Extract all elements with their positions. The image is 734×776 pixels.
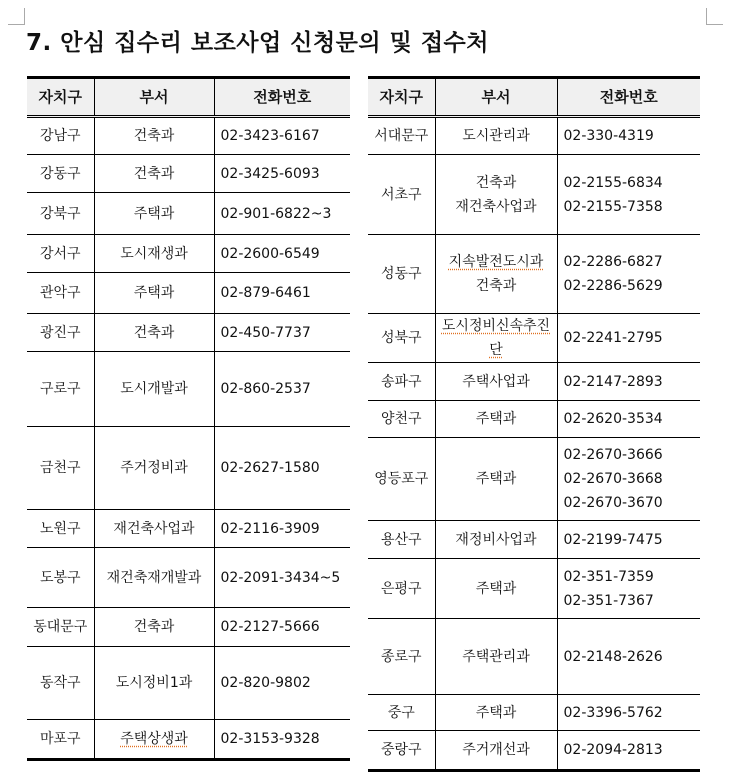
department-cell bbox=[435, 521, 557, 559]
department-name: 건축과 bbox=[133, 324, 175, 341]
table-row bbox=[27, 273, 350, 314]
department-cell bbox=[435, 695, 557, 731]
district-name: 성동구 bbox=[380, 266, 422, 282]
department-name: 주택과 bbox=[475, 580, 517, 597]
district-cell bbox=[27, 193, 94, 235]
header-phone: 전화번호 bbox=[557, 78, 700, 117]
phone-cell bbox=[214, 314, 350, 352]
phone-cell bbox=[214, 720, 350, 760]
table-row bbox=[27, 608, 350, 647]
phone-number: 02-2147-2893 bbox=[563, 373, 663, 390]
district-name: 중랑구 bbox=[380, 742, 422, 758]
district-name: 서대문구 bbox=[374, 128, 429, 144]
district-name: 영등포구 bbox=[374, 471, 429, 487]
department-name bbox=[436, 314, 557, 362]
department-cell bbox=[94, 235, 214, 273]
phone-number: 02-2155-7358 bbox=[563, 198, 663, 215]
table-row bbox=[368, 235, 700, 314]
district-cell bbox=[368, 438, 435, 521]
district-cell bbox=[27, 273, 94, 314]
phone-number: 02-2116-3909 bbox=[220, 520, 320, 537]
district-name: 노원구 bbox=[39, 520, 81, 537]
district-name: 도봉구 bbox=[39, 569, 81, 586]
district-cell bbox=[27, 117, 94, 155]
phone-number: 02-3153-9328 bbox=[220, 731, 320, 747]
phone-number: 02-2148-2626 bbox=[563, 648, 663, 665]
district-cell bbox=[27, 314, 94, 352]
phone-number: 02-2091-3434~5 bbox=[220, 569, 341, 586]
department-cell bbox=[435, 155, 557, 235]
department-cell bbox=[435, 731, 557, 771]
district-name: 양천구 bbox=[380, 411, 422, 427]
department-cell bbox=[94, 720, 214, 760]
header-phone: 전화번호 bbox=[214, 78, 350, 117]
phone-cell bbox=[557, 155, 700, 235]
department-name: 주택관리과 bbox=[462, 648, 530, 665]
phone-number: 02-330-4319 bbox=[563, 128, 654, 144]
table-row bbox=[368, 521, 700, 559]
district-name: 강남구 bbox=[39, 128, 81, 144]
phone-cell bbox=[557, 619, 700, 695]
district-cell bbox=[27, 352, 94, 427]
department-cell bbox=[94, 155, 214, 193]
department-name: 재건축재개발과 bbox=[106, 569, 202, 586]
district-name: 은평구 bbox=[380, 580, 422, 597]
department-name: 주택상생과 bbox=[120, 731, 188, 747]
district-name: 송파구 bbox=[380, 373, 422, 390]
phone-number: 02-901-6822~3 bbox=[220, 205, 332, 222]
table-row bbox=[27, 155, 350, 193]
phone-number: 02-450-7737 bbox=[220, 324, 311, 341]
phone-number: 02-820-9802 bbox=[220, 675, 311, 691]
district-cell bbox=[368, 695, 435, 731]
phone-number: 02-2670-3666 bbox=[563, 447, 663, 463]
phone-cell bbox=[214, 548, 350, 608]
department-cell bbox=[435, 235, 557, 314]
header-department: 부서 bbox=[435, 78, 557, 117]
district-cell bbox=[368, 117, 435, 155]
district-cell bbox=[368, 401, 435, 438]
district-cell bbox=[27, 647, 94, 720]
phone-cell bbox=[557, 363, 700, 401]
table-row bbox=[368, 314, 700, 363]
department-name: 지속발전도시과 bbox=[448, 254, 544, 270]
phone-cell bbox=[214, 193, 350, 235]
department-cell bbox=[435, 619, 557, 695]
phone-cell bbox=[214, 510, 350, 548]
district-name: 동대문구 bbox=[33, 619, 88, 635]
phone-cell bbox=[557, 314, 700, 363]
district-cell bbox=[27, 427, 94, 510]
phone-number: 02-2286-6827 bbox=[563, 254, 663, 270]
district-cell bbox=[368, 155, 435, 235]
table-row bbox=[368, 731, 700, 771]
contact-table-left bbox=[27, 76, 350, 761]
phone-number: 02-2199-7475 bbox=[563, 531, 663, 548]
phone-cell bbox=[557, 559, 700, 619]
table-row bbox=[368, 438, 700, 521]
section-title: 7. 안심 집수리 보조사업 신청문의 및 접수처 bbox=[26, 30, 489, 56]
district-name: 마포구 bbox=[39, 731, 81, 747]
district-name: 구로구 bbox=[39, 381, 81, 397]
department-name: 주택과 bbox=[475, 471, 517, 487]
table-row bbox=[368, 695, 700, 731]
district-name: 강서구 bbox=[39, 245, 81, 262]
department-name bbox=[95, 727, 214, 751]
department-name: 도시정비신속추진단 bbox=[441, 318, 551, 358]
phone-number: 02-2241-2795 bbox=[563, 330, 663, 346]
page-corner-mark bbox=[8, 8, 25, 25]
district-cell bbox=[368, 363, 435, 401]
phone-number: 02-3423-6167 bbox=[220, 128, 320, 144]
phone-cell bbox=[214, 427, 350, 510]
contact-table-right bbox=[368, 76, 700, 772]
department-name: 주거정비과 bbox=[120, 460, 188, 476]
department-name: 건축과 bbox=[475, 278, 517, 294]
table-row bbox=[27, 193, 350, 235]
district-cell bbox=[368, 235, 435, 314]
department-name: 재정비사업과 bbox=[455, 531, 537, 548]
phone-number: 02-2600-6549 bbox=[220, 245, 320, 262]
phone-number: 02-2670-3670 bbox=[563, 495, 663, 511]
department-cell bbox=[435, 314, 557, 363]
department-cell bbox=[435, 117, 557, 155]
header-district: 자치구 bbox=[27, 78, 94, 117]
district-cell bbox=[27, 608, 94, 647]
table-row bbox=[27, 548, 350, 608]
district-name: 금천구 bbox=[39, 460, 81, 476]
department-name: 주거개선과 bbox=[462, 742, 530, 758]
district-cell bbox=[27, 155, 94, 193]
department-name: 도시정비1과 bbox=[115, 675, 193, 691]
phone-number: 02-860-2537 bbox=[220, 381, 311, 397]
district-cell bbox=[368, 314, 435, 363]
phone-number: 02-2627-1580 bbox=[220, 460, 320, 476]
table-row bbox=[27, 314, 350, 352]
phone-cell bbox=[557, 521, 700, 559]
department-cell bbox=[94, 608, 214, 647]
phone-cell bbox=[557, 731, 700, 771]
department-name: 주택과 bbox=[475, 411, 517, 427]
department-cell bbox=[94, 273, 214, 314]
phone-number: 02-879-6461 bbox=[220, 285, 311, 301]
table-row bbox=[27, 720, 350, 760]
phone-cell bbox=[214, 352, 350, 427]
department-name: 도시재생과 bbox=[120, 245, 188, 262]
department-name bbox=[436, 250, 557, 274]
phone-cell bbox=[557, 695, 700, 731]
department-cell bbox=[94, 352, 214, 427]
phone-cell bbox=[214, 117, 350, 155]
department-name: 주택과 bbox=[133, 285, 175, 301]
phone-number: 02-351-7367 bbox=[563, 592, 654, 609]
department-name: 주택사업과 bbox=[462, 373, 530, 390]
table-row bbox=[368, 363, 700, 401]
district-name: 중구 bbox=[387, 704, 415, 721]
district-name: 서초구 bbox=[380, 186, 422, 203]
table-header-row bbox=[27, 78, 350, 117]
district-cell bbox=[368, 731, 435, 771]
header-district: 자치구 bbox=[368, 78, 435, 117]
table-row bbox=[368, 155, 700, 235]
district-cell bbox=[27, 510, 94, 548]
department-cell bbox=[435, 401, 557, 438]
department-name: 건축과 bbox=[133, 128, 175, 144]
district-name: 강동구 bbox=[39, 165, 81, 182]
phone-cell bbox=[214, 273, 350, 314]
district-name: 종로구 bbox=[380, 648, 422, 665]
page-corner-mark bbox=[706, 8, 723, 25]
phone-cell bbox=[557, 117, 700, 155]
header-department: 부서 bbox=[94, 78, 214, 117]
district-name: 강북구 bbox=[39, 205, 81, 222]
department-cell bbox=[435, 559, 557, 619]
department-name: 도시개발과 bbox=[120, 381, 188, 397]
department-name: 도시관리과 bbox=[462, 128, 530, 144]
phone-number: 02-2155-6834 bbox=[563, 174, 663, 191]
phone-number: 02-2670-3668 bbox=[563, 471, 663, 487]
department-cell bbox=[94, 193, 214, 235]
phone-number: 02-2094-2813 bbox=[563, 742, 663, 758]
department-cell bbox=[94, 427, 214, 510]
table-row bbox=[368, 619, 700, 695]
table-row bbox=[27, 510, 350, 548]
phone-cell bbox=[557, 438, 700, 521]
phone-cell bbox=[557, 401, 700, 438]
phone-number: 02-3396-5762 bbox=[563, 704, 663, 721]
department-cell bbox=[435, 438, 557, 521]
phone-number: 02-2620-3534 bbox=[563, 411, 663, 427]
district-cell bbox=[27, 235, 94, 273]
department-cell bbox=[94, 647, 214, 720]
phone-number: 02-3425-6093 bbox=[220, 165, 320, 182]
phone-cell bbox=[214, 608, 350, 647]
district-name: 성북구 bbox=[380, 330, 422, 346]
department-cell bbox=[94, 117, 214, 155]
department-name: 재건축사업과 bbox=[455, 198, 537, 215]
phone-cell bbox=[557, 235, 700, 314]
district-cell bbox=[368, 559, 435, 619]
district-name: 동작구 bbox=[39, 675, 81, 691]
department-cell bbox=[94, 510, 214, 548]
table-row bbox=[27, 235, 350, 273]
table-row bbox=[368, 117, 700, 155]
table-row bbox=[27, 117, 350, 155]
department-name: 건축과 bbox=[133, 165, 175, 182]
phone-cell bbox=[214, 647, 350, 720]
table-row bbox=[368, 559, 700, 619]
department-name: 주택과 bbox=[133, 205, 175, 222]
table-header-row bbox=[368, 78, 700, 117]
district-name: 광진구 bbox=[39, 324, 81, 341]
department-name: 건축과 bbox=[475, 174, 517, 191]
phone-cell bbox=[214, 235, 350, 273]
department-name: 재건축사업과 bbox=[113, 520, 195, 537]
phone-number: 02-2286-5629 bbox=[563, 278, 663, 294]
district-name: 관악구 bbox=[39, 285, 81, 301]
table-row bbox=[27, 427, 350, 510]
district-name: 용산구 bbox=[380, 531, 422, 548]
table-row bbox=[27, 352, 350, 427]
table-row bbox=[368, 401, 700, 438]
phone-cell bbox=[214, 155, 350, 193]
table-row bbox=[27, 647, 350, 720]
department-cell bbox=[435, 363, 557, 401]
district-cell bbox=[27, 720, 94, 760]
district-cell bbox=[27, 548, 94, 608]
phone-number: 02-2127-5666 bbox=[220, 619, 320, 635]
department-cell bbox=[94, 548, 214, 608]
department-name: 건축과 bbox=[133, 619, 175, 635]
district-cell bbox=[368, 521, 435, 559]
department-name: 주택과 bbox=[475, 704, 517, 721]
district-cell bbox=[368, 619, 435, 695]
phone-number: 02-351-7359 bbox=[563, 568, 654, 585]
department-cell bbox=[94, 314, 214, 352]
